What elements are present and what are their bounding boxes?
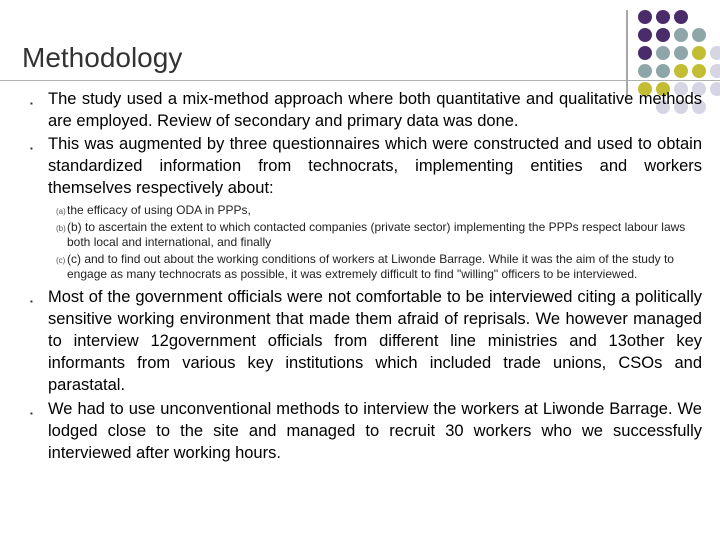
sub-item-text: (c) and to find out about the working conditions of workers at Liwonde Barrage. While it was the aim of the study to engage as many technocrats as possible, it was extremely difficult to find "willing" officers to be interviewed. bbox=[67, 252, 674, 281]
decorative-dot bbox=[656, 10, 670, 24]
bullet-marker: ▪ bbox=[30, 409, 33, 418]
decorative-dot bbox=[710, 64, 720, 78]
bullet-marker: ▪ bbox=[30, 144, 33, 153]
slide-title: Methodology bbox=[22, 42, 183, 73]
decorative-dot bbox=[656, 46, 670, 60]
bullet-item bbox=[28, 88, 702, 132]
decorative-dot bbox=[638, 28, 652, 42]
decorative-dot bbox=[692, 28, 706, 42]
bullet-text: The study used a mix-method approach where both quantitative and qualitative methods are employed. Review of secondary and primary data was done. bbox=[48, 90, 702, 130]
bullet-text: Most of the government officials were not comfortable to be interviewed citing a politically sensitive working environment that made them afraid of reprisals. We however managed to interview 12government officials from different line ministries and 13other key informants from various key institutions which included trade unions, CSOs and parastatal. bbox=[48, 288, 702, 394]
sub-item-marker: (a) bbox=[56, 207, 66, 216]
decorative-dot bbox=[638, 46, 652, 60]
decorative-dot bbox=[710, 46, 720, 60]
decorative-dot bbox=[638, 64, 652, 78]
decorative-dot bbox=[638, 10, 652, 24]
sub-item bbox=[56, 220, 702, 250]
sub-item bbox=[56, 252, 702, 282]
decorative-dot bbox=[692, 64, 706, 78]
decorative-dot bbox=[674, 64, 688, 78]
sub-list bbox=[56, 203, 702, 282]
decorative-dot bbox=[656, 28, 670, 42]
bullet-marker: ▪ bbox=[30, 99, 33, 108]
sub-item-text: the efficacy of using ODA in PPPs, bbox=[67, 203, 251, 217]
bullet-item bbox=[28, 133, 702, 199]
bullet-text: We had to use unconventional methods to interview the workers at Liwonde Barrage. We lodged close to the site and managed to recruit 30 workers who we successfully interviewed after working hours. bbox=[48, 400, 702, 462]
decorative-dot bbox=[674, 10, 688, 24]
slide-body bbox=[28, 88, 702, 464]
decorative-dot bbox=[692, 46, 706, 60]
bullet-item bbox=[28, 398, 702, 464]
sub-item-marker: (c) bbox=[56, 256, 66, 265]
decorative-dot bbox=[674, 46, 688, 60]
decorative-dot bbox=[656, 64, 670, 78]
sub-item-text: (b) to ascertain the extent to which contacted companies (private sector) implementing the PPPs respect labour laws both local and international, and finally bbox=[67, 220, 686, 249]
sub-item-marker: (b) bbox=[56, 224, 66, 233]
bullet-item bbox=[28, 286, 702, 396]
bullet-text: This was augmented by three questionnaires which were constructed and used to obtain standardized information from technocrats, implementing entities and workers themselves respectively about: bbox=[48, 135, 702, 197]
decorative-dot bbox=[674, 28, 688, 42]
decorative-dot bbox=[710, 82, 720, 96]
bullet-marker: ▪ bbox=[30, 297, 33, 306]
sub-item bbox=[56, 203, 702, 218]
